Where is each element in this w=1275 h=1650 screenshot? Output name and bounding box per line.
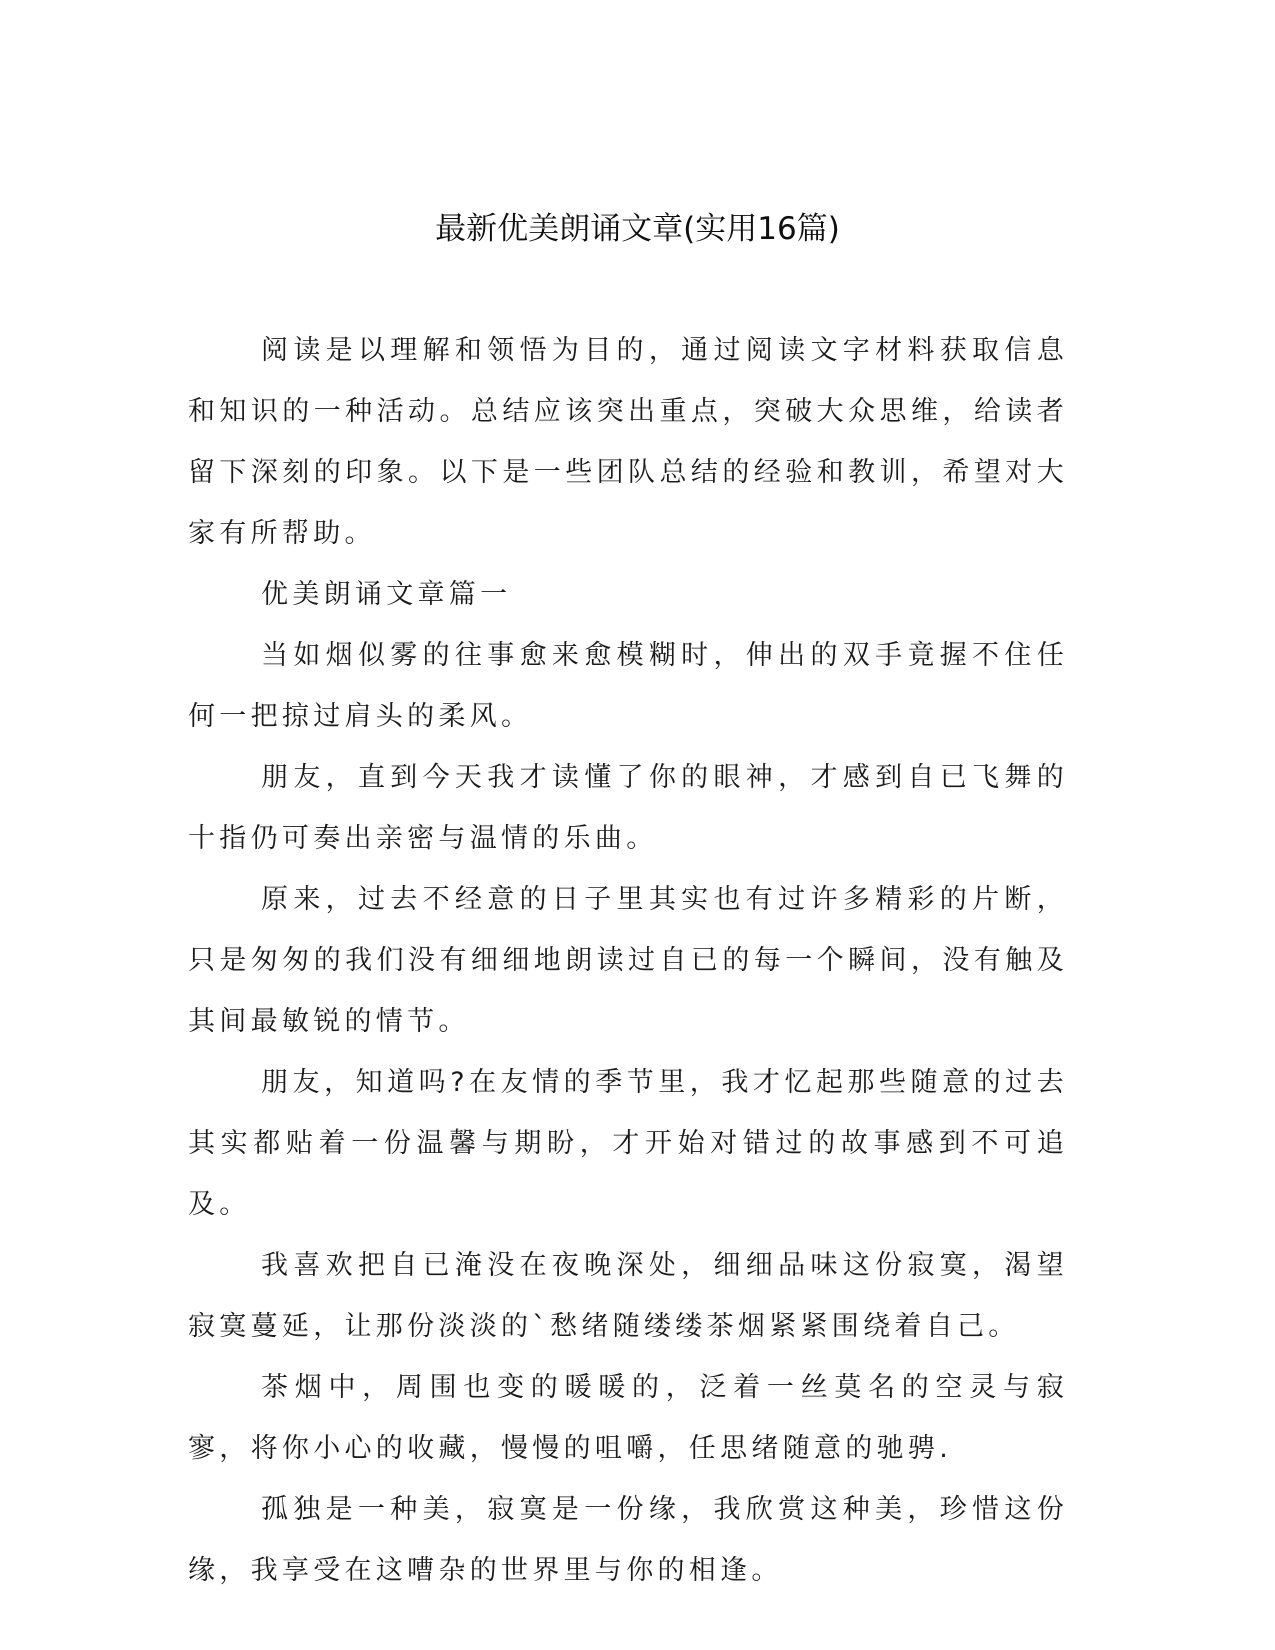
intro-paragraph: 阅读是以理解和领悟为目的，通过阅读文字材料获取信息和知识的一种活动。总结应该突出重点，突破大众思维，给读者留下深刻的印象。以下是一些团队总结的经验和教训，希望对大家有所帮助。	[188, 335, 1068, 549]
section-heading: 优美朗诵文章篇一	[261, 579, 512, 610]
body-paragraph-1: 当如烟似雾的往事愈来愈模糊时，伸出的双手竟握不住任何一把掠过肩头的柔风。	[188, 640, 1068, 732]
body-paragraph-7: 孤独是一种美，寂寞是一份缘，我欣赏这种美，珍惜这份缘，我享受在这嘈杂的世界里与你的相逢。	[188, 1494, 1068, 1586]
document-title: 最新优美朗诵文章(实用16篇)	[435, 211, 840, 247]
body-paragraph-4: 朋友，知道吗?在友情的季节里，我才忆起那些随意的过去其实都贴着一份温馨与期盼，才开始对错过的故事感到不可追及。	[188, 1067, 1068, 1220]
document-body	[188, 320, 1068, 1601]
body-paragraph-3: 原来，过去不经意的日子里其实也有过许多精彩的片断，只是匆匆的我们没有细细地朗读过自已的每一个瞬间，没有触及其间最敏锐的情节。	[188, 884, 1068, 1037]
body-paragraph-6: 茶烟中，周围也变的暖暖的，泛着一丝莫名的空灵与寂寥，将你小心的收藏，慢慢的咀嚼，任思绪随意的驰骋.	[188, 1372, 1068, 1464]
body-paragraph-2: 朋友，直到今天我才读懂了你的眼神，才感到自已飞舞的十指仍可奏出亲密与温情的乐曲。	[188, 762, 1068, 854]
body-paragraph-5: 我喜欢把自已淹没在夜晚深处，细细品味这份寂寞，渴望寂寞蔓延，让那份淡淡的`愁绪随缕缕茶烟紧紧围绕着自己。	[188, 1250, 1068, 1342]
